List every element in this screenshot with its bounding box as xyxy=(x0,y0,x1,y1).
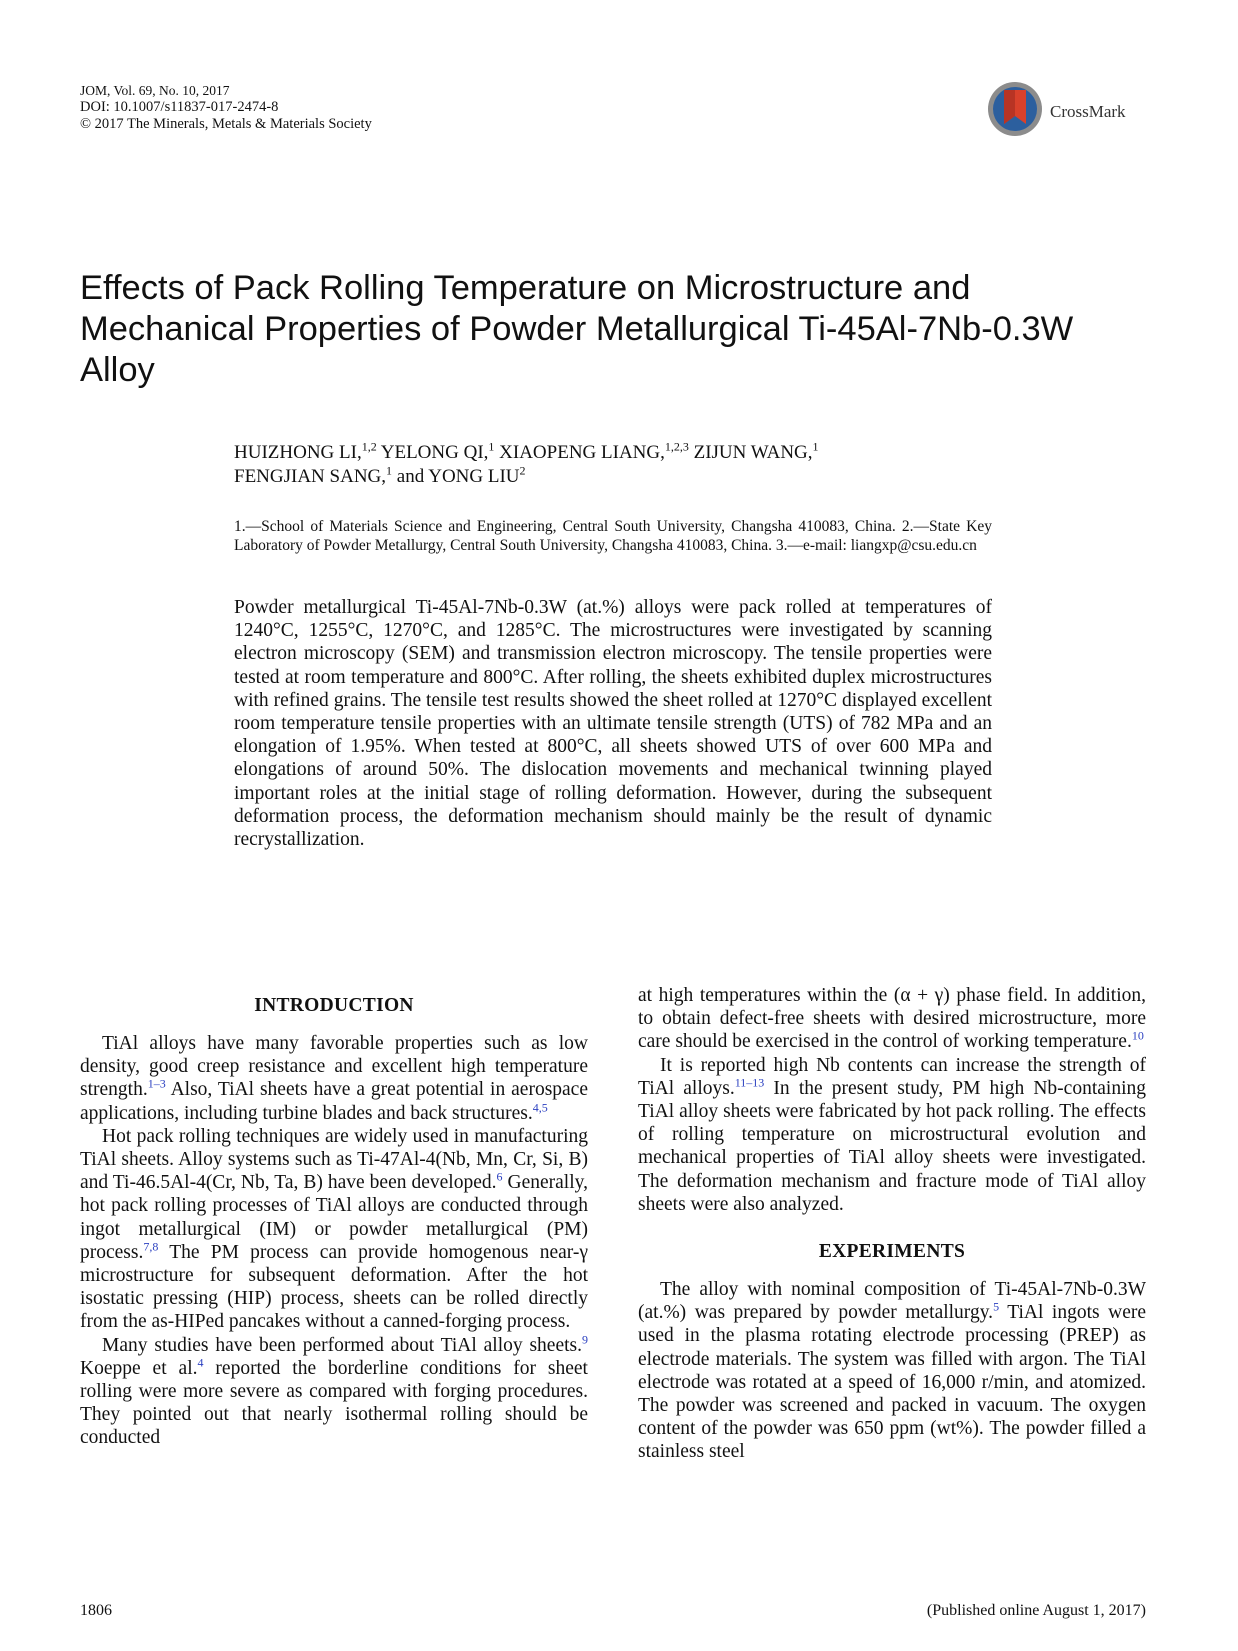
left-column xyxy=(80,994,588,1450)
author: YELONG QI, xyxy=(376,442,489,463)
crossmark-label: CrossMark xyxy=(1050,102,1126,121)
author: and YONG LIU xyxy=(392,466,520,487)
paragraph: The alloy with nominal composition of Ti-45Al-7Nb-0.3W (at.%) was prepared by powder metallurgy.$^5$ TiAl ingots were used in the plasma rotating electrode processing (PREP) as electrode materials. The system was filled with argon. The TiAl electrode was rotated at a speed of 16,000 r/min, and atomized. The powder was screened and packed in vacuum. The oxygen content of the powder was 650 ppm (wt%). The powder filled a stainless steel xyxy=(638,1279,1146,1463)
doi: DOI: 10.1007/s11837-017-2474-8 xyxy=(80,99,279,115)
journal-citation: JOM, Vol. 69, No. 10, 2017 xyxy=(80,83,230,98)
paragraph: Hot pack rolling techniques are widely used in manufacturing TiAl sheets. Alloy systems such as Ti-47Al-4(Nb, Mn, Cr, Si, B) and Ti-46.5Al-4(Cr, Nb, Ta, B) have been developed.$^6$ Generally, hot pack rolling processes of TiAl alloys are conducted through ingot metallurgical (IM) or powder metallurgical (PM) process.$^{7,8}$ The PM process can provide homogenous near-γ microstructure for subsequent deformation. After the hot isostatic pressing (HIP) process, sheets can be rolled directly from the as-HIPed pancakes without a canned-forging process. xyxy=(80,1125,588,1333)
citation-link[interactable]: 11–13 xyxy=(734,1075,765,1090)
paragraph: It is reported high Nb contents can increase the strength of TiAl alloys.$^{11-13}$ In the present study, PM high Nb-containing TiAl alloy sheets were fabricated by hot pack rolling. The effects of rolling temperature on microstructural evolution and mechanical properties of TiAl alloy sheets were investigated. The deformation mechanism and fracture mode of TiAl alloy sheets were also analyzed. xyxy=(638,1054,1146,1215)
crossmark-icon xyxy=(986,80,1044,138)
crossmark-badge[interactable] xyxy=(986,80,1156,140)
paragraph: at high temperatures within the (α + γ) phase field. In addition, to obtain defect-free sheets with desired microstructure, more care should be exercised in the control of working temperature.$^{10}$ xyxy=(638,985,1146,1053)
author-affiliation-marker: 2 xyxy=(519,463,526,478)
paragraph: Many studies have been performed about TiAl alloy sheets.$^9$ Koeppe et al.$^4$ reported the borderline conditions for sheet rolling were more severe as compared with forging procedures. They pointed out that nearly isothermal rolling should be conducted xyxy=(80,1332,588,1449)
author: FENGJIAN SANG, xyxy=(234,466,387,487)
citation-link[interactable]: 7,8 xyxy=(143,1239,159,1254)
affiliations: 1.—School of Materials Science and Engineering, Central South University, Changsha 410083, China. 2.—State Key Laboratory of Powder Metallurgy, Central South University, Changsha 410083, China. 3.—e-mail: liangxp@csu.edu.cn xyxy=(234,518,992,554)
citation-link[interactable]: 9 xyxy=(582,1332,588,1347)
author-affiliation-marker: 1 xyxy=(812,439,819,454)
citation-link[interactable]: 6 xyxy=(496,1169,503,1184)
right-column xyxy=(638,984,1146,1464)
author-affiliation-marker: 1 xyxy=(488,439,495,454)
section-heading-experiments: EXPERIMENTS xyxy=(818,1241,966,1263)
author: HUIZHONG LI, xyxy=(234,442,362,463)
copyright: © 2017 The Minerals, Metals & Materials Society xyxy=(80,116,372,132)
page-number: 1806 xyxy=(80,1602,112,1619)
section-heading-introduction: INTRODUCTION xyxy=(254,995,414,1016)
citation-link[interactable]: 5 xyxy=(993,1299,1000,1314)
author: ZIJUN WANG, xyxy=(688,442,813,463)
author-affiliation-marker: 1,2,3 xyxy=(664,439,689,454)
citation-link[interactable]: 10 xyxy=(1131,1028,1144,1043)
publication-date: (Published online August 1, 2017) xyxy=(926,1602,1146,1619)
author-affiliation-marker: 1,2 xyxy=(361,439,377,454)
article-title: Effects of Pack Rolling Temperature on Microstructure and Mechanical Properties of Powder Metallurgical Ti-45Al-7Nb-0.3W Alloy xyxy=(80,269,1074,389)
author-affiliation-marker: 1 xyxy=(386,463,393,478)
citation-link[interactable]: 4,5 xyxy=(532,1100,548,1115)
author: XIAOPENG LIANG, xyxy=(494,442,665,463)
journal-meta xyxy=(80,82,372,133)
citation-link[interactable]: 1–3 xyxy=(147,1076,166,1091)
abstract: Powder metallurgical Ti-45Al-7Nb-0.3W (at.%) alloys were pack rolled at temperatures of 1240°C, 1255°C, 1270°C, and 1285°C. The microstructures were investigated by scanning electron microscopy (SEM) and transmission electron microscopy. The tensile properties were tested at room temperature and 800°C. After rolling, the sheets exhibited duplex microstructures with refined grains. The tensile test results showed the sheet rolled at 1270°C displayed excellent room temperature tensile properties with an ultimate tensile strength (UTS) of 782 MPa and an elongation of 1.95%. When tested at 800°C, all sheets showed UTS of over 600 MPa and elongations of around 50%. The dislocation movements and mechanical twinning played important roles at the initial stage of rolling deformation. However, during the subsequent deformation process, the deformation mechanism should mainly be the result of dynamic recrystallization. xyxy=(234,597,992,851)
citation-link[interactable]: 4 xyxy=(197,1355,204,1370)
author-list xyxy=(234,441,1014,489)
paragraph: TiAl alloys have many favorable properties such as low density, good creep resistance and excellent high temperature strength.$^{1-3}$ Also, TiAl sheets have a great potential in aerospace applications, including turbine blades and back structures.$^{4,5}$ xyxy=(80,1033,588,1124)
